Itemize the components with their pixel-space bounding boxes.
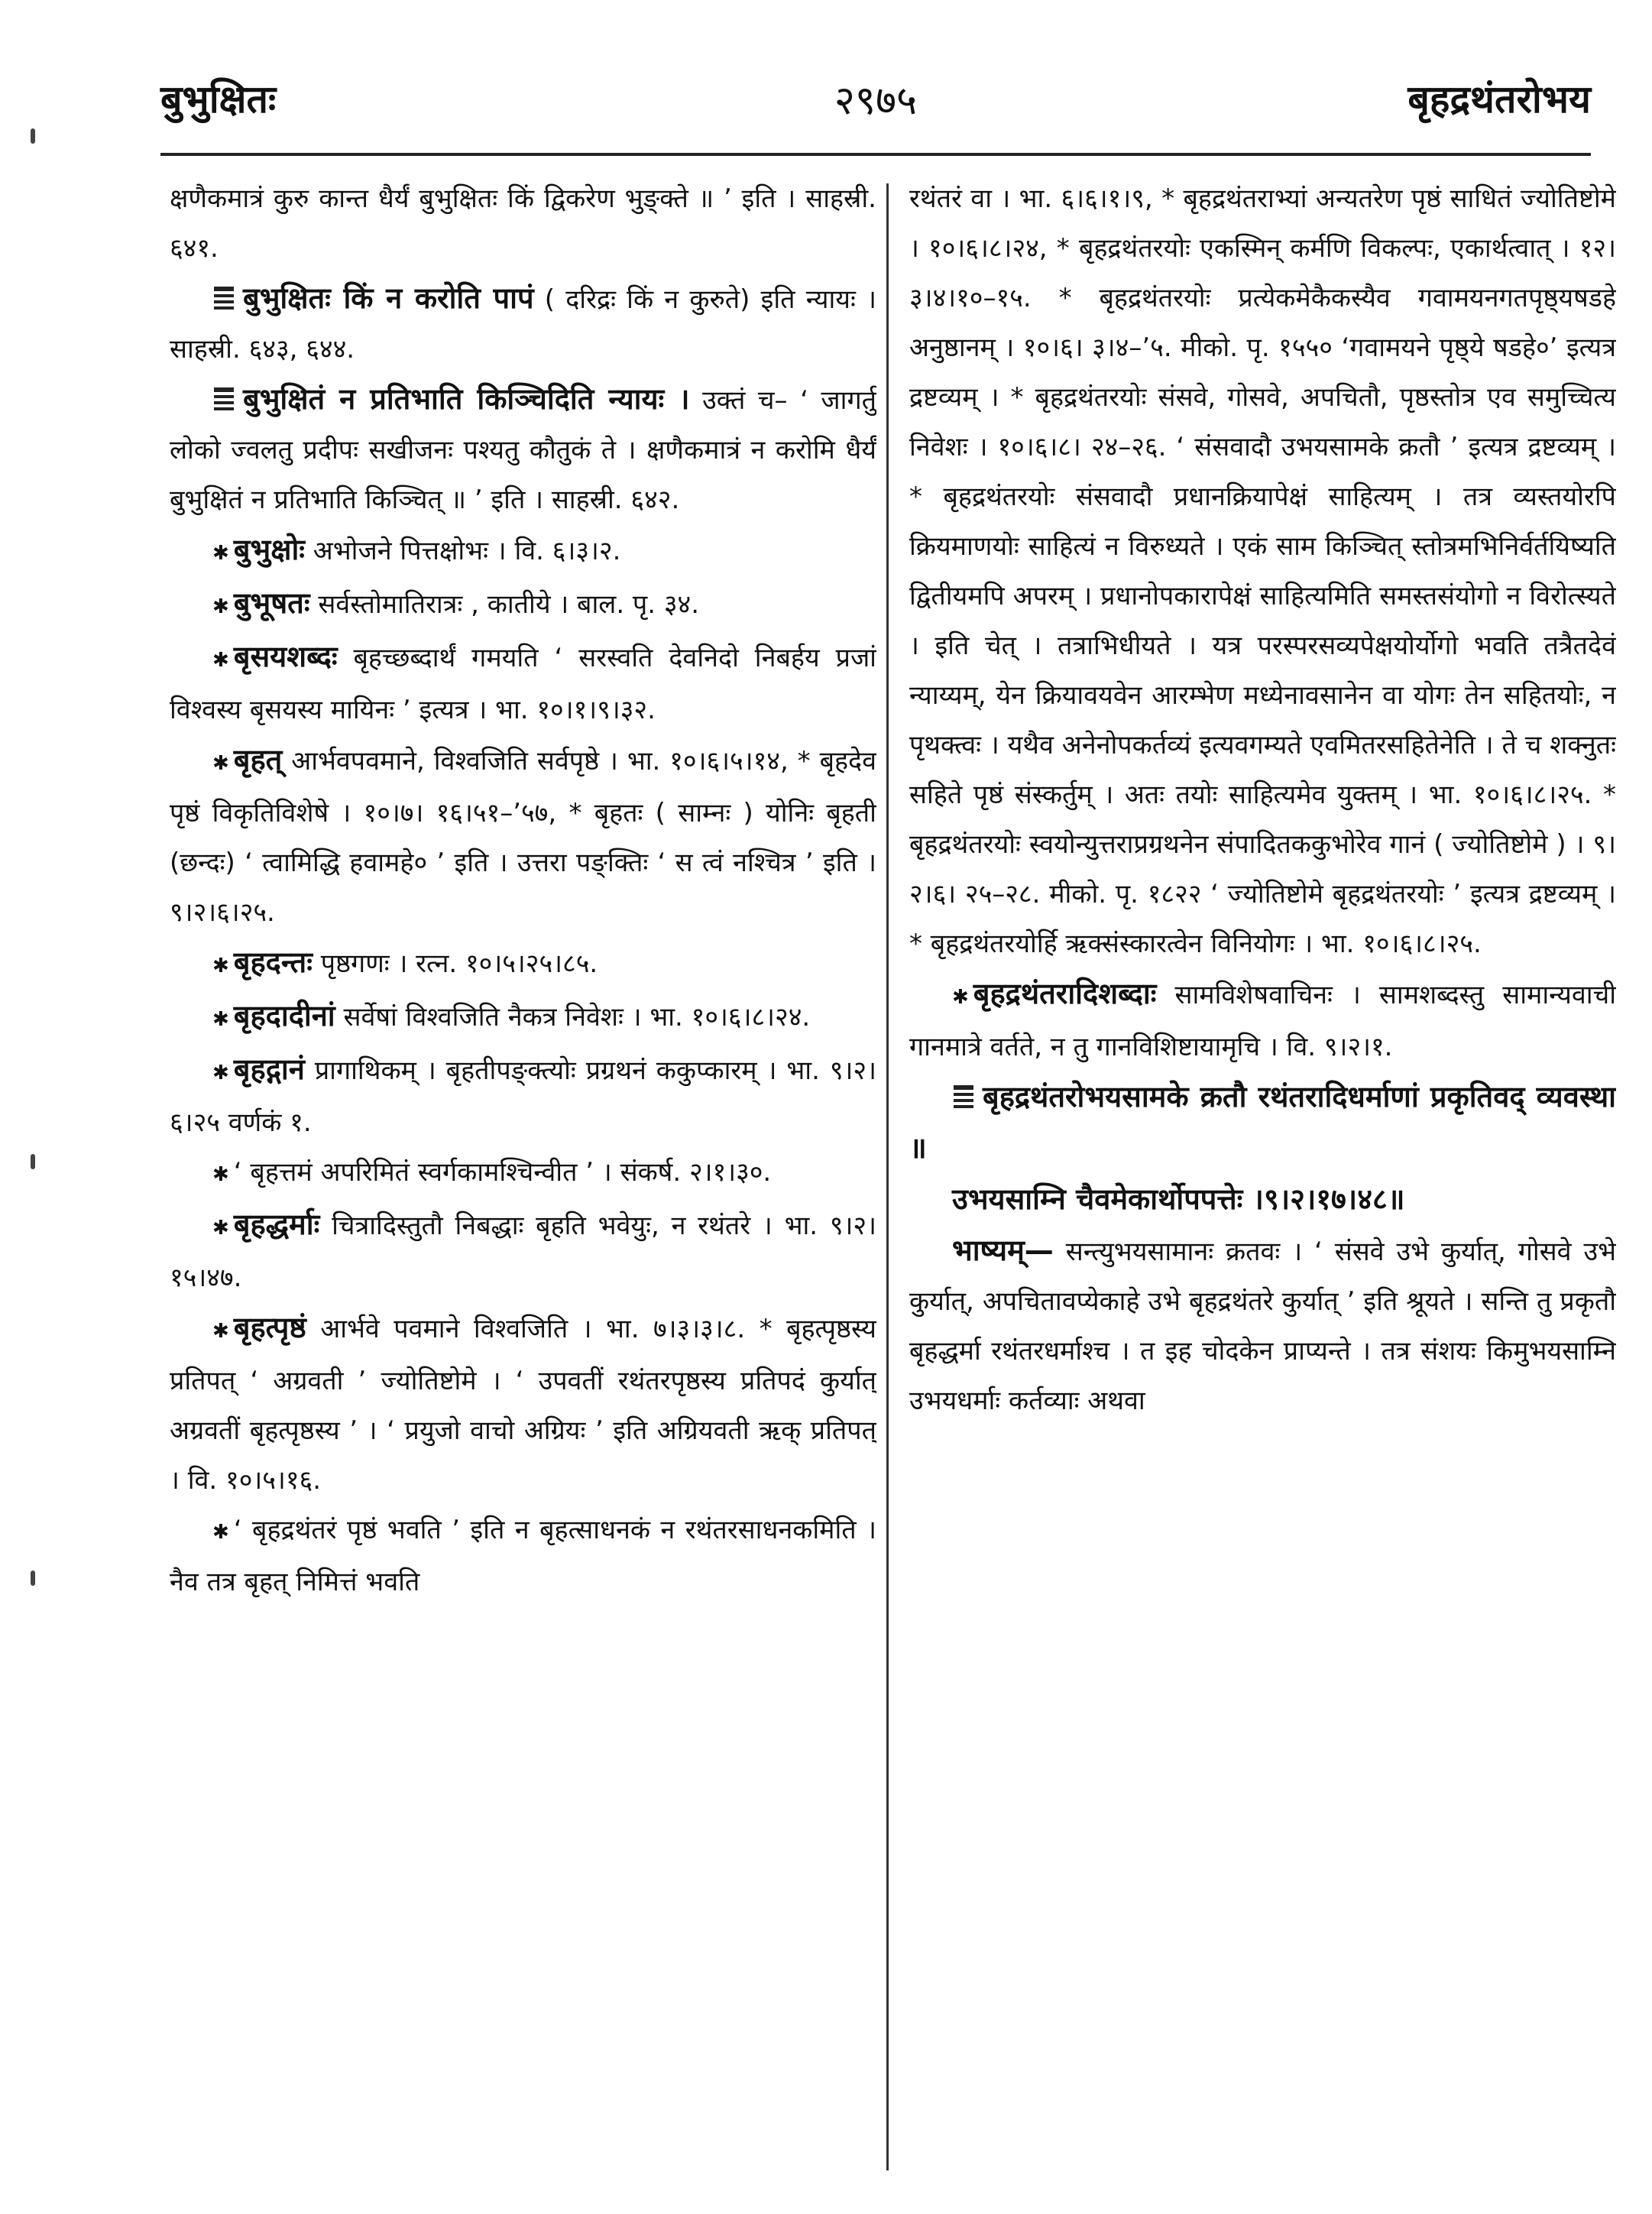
entry-paragraph bbox=[909, 174, 1616, 969]
entry-star-icon: ✱ bbox=[212, 1062, 229, 1084]
header-rule bbox=[160, 153, 1591, 156]
entry-text: पृष्ठगणः । रत्न. १०।५।२५।८५. bbox=[320, 948, 598, 979]
entry-paragraph bbox=[170, 991, 876, 1045]
entry-star-icon: ✱ bbox=[212, 1008, 229, 1031]
entry-headword: बुभुक्षितं न प्रतिभाति किञ्चिदिति न्यायः । bbox=[243, 382, 690, 416]
entry-paragraph bbox=[170, 938, 876, 991]
entry-paragraph bbox=[170, 274, 876, 374]
entry-star-icon: ✱ bbox=[212, 595, 229, 618]
entry-paragraph bbox=[170, 374, 876, 525]
entry-headword: बृहद्रथंतरादिशब्दाः bbox=[973, 977, 1157, 1010]
entry-headword: बृहत्पृष्ठं bbox=[233, 1311, 306, 1344]
rule-marker-icon bbox=[212, 386, 235, 412]
entry-text: क्षणैकमात्रं कुरु कान्त धैर्यं बुभुक्षितः किं द्विकरेण भुङ्क्ते ॥ ’ इति । साहस्री. ६४१. bbox=[170, 183, 876, 264]
entry-paragraph bbox=[170, 1303, 876, 1506]
entry-text: चित्रादिस्तुतौ निबद्धाः बृहति भवेयुः, न रथंतरे । भा. ९।२।१५।४७. bbox=[170, 1211, 876, 1293]
entry-text: रथंतरं वा । भा. ६।६।१।९, * बृहद्रथंतराभ्यां अन्यतरेण पृष्ठं साधितं ज्योतिष्टोमे । १०।६।८।२४, * बृहद्रथंतरयोः एकस्मिन् कर्मणि विकल्पः, एकार्थत्वात् । १२।३।४।१०–१५. * बृहद्रथंतरयोः प्रत्येकमेकैकस्यैव गवामयनगतपृष्ठ्यषडहे अनुष्ठानम् । १०।६। ३।४–’५. मीको. पृ. १५५० ‘गवामयने पृष्ठ्ये षडहे०’ इत्यत्र द्रष्टव्यम् । * बृहद्रथंतरयोः संसवे, गोसवे, अपचितौ, पृष्ठस्तोत्र एव समुच्चित्य निवेशः । १०।६।८। २४–२६. ‘ संसवादौ उभयसामके क्रतौ ’ इत्यत्र द्रष्टव्यम् । * बृहद्रथंतरयोः संसवादौ प्रधानक्रियापेक्षं साहित्यम् । तत्र व्यस्तयोरपि क्रियमाणयोः साहित्यं न विरुध्यते । एकं साम किञ्चित् स्तोत्रमभिनिर्वर्तयिष्यति द्वितीयमपि अपरम् । प्रधानोपकारापेक्षं साहित्यमिति समस्तसंयोगो न विरोत्स्यते । इति चेत् । तत्राभिधीयते । यत्र परस्परसव्यपेक्षयोर्योगो भवति तत्रैतदेवं न्याय्यम्, येन क्रियावयवेन आरम्भेण मध्येनावसानेन वा योगः तेन सहितयोः, न पृथक्त्वः । यथैव अनेनोपकर्तव्यं इत्यवगम्यते एवमितरसहितेनेति । ते च शक्नुतः सहिते पृष्ठं संस्कर्तुम् । अतः तयोः साहित्यमेव युक्तम् । भा. १०।६।८।२५. * बृहद्रथंतरयोः स्वयोन्युत्तराप्रग्रथनेन संपादितककुभोरेव गानं ( ज्योतिष्टोमे ) । ९।२।६। २५–२८. मीको. पृ. १८२२ ‘ ज्योतिष्टोमे बृहद्रथंतरयोः ’ इत्यत्र द्रष्टव्यम् । * बृहद्रथंतरयोर्हि ऋक्संस्कारत्वेन विनियोगः । भा. १०।६।८।२५. bbox=[909, 183, 1616, 959]
entry-paragraph bbox=[909, 1072, 1616, 1175]
entry-headword: बृसयशब्दः bbox=[233, 640, 338, 673]
entry-paragraph bbox=[170, 525, 876, 579]
entry-headword: बृहदन्तः bbox=[233, 945, 313, 979]
entry-paragraph bbox=[170, 1506, 876, 1607]
entry-paragraph bbox=[170, 735, 876, 938]
entry-text: सर्वेषां विश्वजिति नैकत्र निवेशः । भा. १०।६।८।२४. bbox=[343, 1002, 811, 1032]
entry-paragraph bbox=[170, 632, 876, 735]
entry-paragraph bbox=[170, 1200, 876, 1303]
entry-paragraph bbox=[909, 1175, 1616, 1226]
entry-star-icon: ✱ bbox=[952, 986, 969, 1009]
running-head-left: बुभुक्षितः bbox=[160, 77, 277, 122]
entry-headword: उभयसाम्नि चैवमेकार्थोपपत्तेः ।९।२।१७।४८॥ bbox=[952, 1182, 1405, 1216]
margin-mark bbox=[31, 1571, 35, 1586]
entry-star-icon: ✱ bbox=[212, 1163, 229, 1186]
entry-star-icon: ✱ bbox=[212, 1217, 229, 1240]
entry-paragraph bbox=[909, 1226, 1616, 1426]
margin-mark bbox=[31, 1154, 35, 1169]
entry-headword: बुभुक्षोः bbox=[233, 533, 305, 566]
page-header bbox=[160, 64, 1591, 133]
entry-headword: बृहत् bbox=[233, 743, 283, 776]
entry-star-icon: ✱ bbox=[212, 955, 229, 977]
entry-paragraph bbox=[909, 969, 1616, 1072]
right-column bbox=[909, 174, 1616, 2177]
entry-paragraph bbox=[170, 174, 876, 274]
entry-star-icon: ✱ bbox=[212, 649, 229, 672]
entry-text: उक्तं च– ‘ जागर्तु लोको ज्वलतु प्रदीपः सखीजनः पश्यतु कौतुकं ते । क्षणैकमात्रं न करोमि धैर्यं बुभुक्षितं न प्रतिभाति किञ्चित् ॥ ’ इति । साहस्री. ६४२. bbox=[170, 385, 876, 515]
entry-text: बृहच्छब्दार्थं गमयति ‘ सरस्वति देवनिदो निबर्हय प्रजां विश्वस्य बृसयस्य मायिनः ’ इत्यत्र । भा. १०।१।९।३२. bbox=[170, 643, 876, 725]
entry-text: आर्भवे पवमाने विश्वजिति । भा. ७।३।३।८. * बृहत्पृष्ठस्य प्रतिपत् ‘ अग्रवती ’ ज्योतिष्टोमे । ‘ उपवतीं रथंतरपृष्ठस्य प्रतिपदं कुर्यात् अग्रवतीं बृहत्पृष्ठस्य ’ । ‘ प्रयुजो वाचो अग्रियः ’ इति अग्रियवती ऋक् प्रतिपत् । वि. १०।५।१६. bbox=[170, 1314, 876, 1496]
entry-text: सन्त्युभयसामानः क्रतवः । ‘ संसवे उभे कुर्यात्, गोसवे उभे कुर्यात्, अपचितावप्येकाहे उभे बृहद्रथंतरे कुर्यात् ’ इति श्रूयते । सन्ति तु प्रकृतौ बृहद्धर्मा रथंतरधर्माश्च । त इह चोदकेन प्राप्यन्ते । तत्र संशयः किमुभयसाम्नि उभयधर्माः कर्तव्याः अथवा bbox=[909, 1237, 1616, 1416]
entry-text: सर्वस्तोमातिरात्रः , कातीये । बाल. पृ. ३४. bbox=[318, 589, 700, 620]
entry-headword: बुभूषतः bbox=[233, 586, 310, 620]
entry-text: ( दरिद्रः किं न कुरुते) इति न्यायः । साहस्री. ६४३, ६४४. bbox=[170, 284, 876, 365]
entry-headword: बृहदादीनां bbox=[233, 999, 335, 1032]
entry-star-icon: ✱ bbox=[212, 752, 229, 775]
entry-star-icon: ✱ bbox=[212, 1521, 229, 1544]
entry-text: आर्भवपवमाने, विश्वजिति सर्वपृष्ठे । भा. १०।६।५।१४, * बृहदेव पृष्ठं विकृतिविशेषे । १०।७। १६।५१–’५७, * बृहतः ( साम्नः ) योनिः बृहती (छन्दः) ‘ त्वामिद्धि हवामहे० ’ इति । उत्तरा पङ्क्तिः ‘ स त्वं नश्चित्र ’ इति । ९।२।६।२५. bbox=[170, 746, 876, 928]
entry-headword: भाष्यम्— bbox=[952, 1233, 1054, 1267]
running-head-right: बृहद्रथंतरोभय bbox=[1407, 77, 1591, 122]
rule-marker-icon bbox=[212, 285, 235, 311]
page-number: २९७५ bbox=[834, 78, 918, 124]
rule-marker-icon bbox=[952, 1084, 975, 1110]
entry-star-icon: ✱ bbox=[212, 1320, 229, 1343]
entry-paragraph bbox=[170, 579, 876, 632]
entry-text: अभोजने पित्तक्षोभः । वि. ६।३।२. bbox=[313, 536, 621, 566]
entry-text: ‘ बृहद्रथंतरं पृष्ठं भवति ’ इति न बृहत्साधनकं न रथंतरसाधनकमिति । नैव तत्र बृहत् निमित्तं भवति bbox=[170, 1515, 876, 1597]
entry-text: प्रागाथिकम् । बृहतीपङ्क्त्योः प्रग्रथनं ककुप्कारम् । भा. ९।२।६।२५ वर्णकं १. bbox=[170, 1055, 876, 1138]
entry-star-icon: ✱ bbox=[212, 542, 229, 565]
entry-headword: बुभुक्षितः किं न करोति पापं bbox=[243, 281, 534, 315]
entry-paragraph bbox=[170, 1148, 876, 1200]
entry-headword: बृहद्गानं bbox=[233, 1052, 305, 1086]
column-divider bbox=[886, 183, 889, 2170]
margin-mark bbox=[31, 128, 35, 144]
entry-paragraph bbox=[170, 1045, 876, 1148]
left-column bbox=[170, 174, 876, 2177]
entry-text: ‘ बृहत्तमं अपरिमितं स्वर्गकामश्चिन्वीत ’ । संकर्ष. २।१।३०. bbox=[233, 1157, 772, 1188]
entry-headword: बृहद्धर्माः bbox=[233, 1207, 320, 1241]
entry-text: सामविशेषवाचिनः । सामशब्दस्तु सामान्यवाची गानमात्रे वर्तते, न तु गानविशिष्टायामृचि । वि. ९।२।१. bbox=[909, 980, 1616, 1062]
entry-headword: बृहद्रथंतरोभयसामके क्रतौ रथंतरादिधर्माणां प्रकृतिवद् व्यवस्था ॥ bbox=[909, 1080, 1616, 1165]
